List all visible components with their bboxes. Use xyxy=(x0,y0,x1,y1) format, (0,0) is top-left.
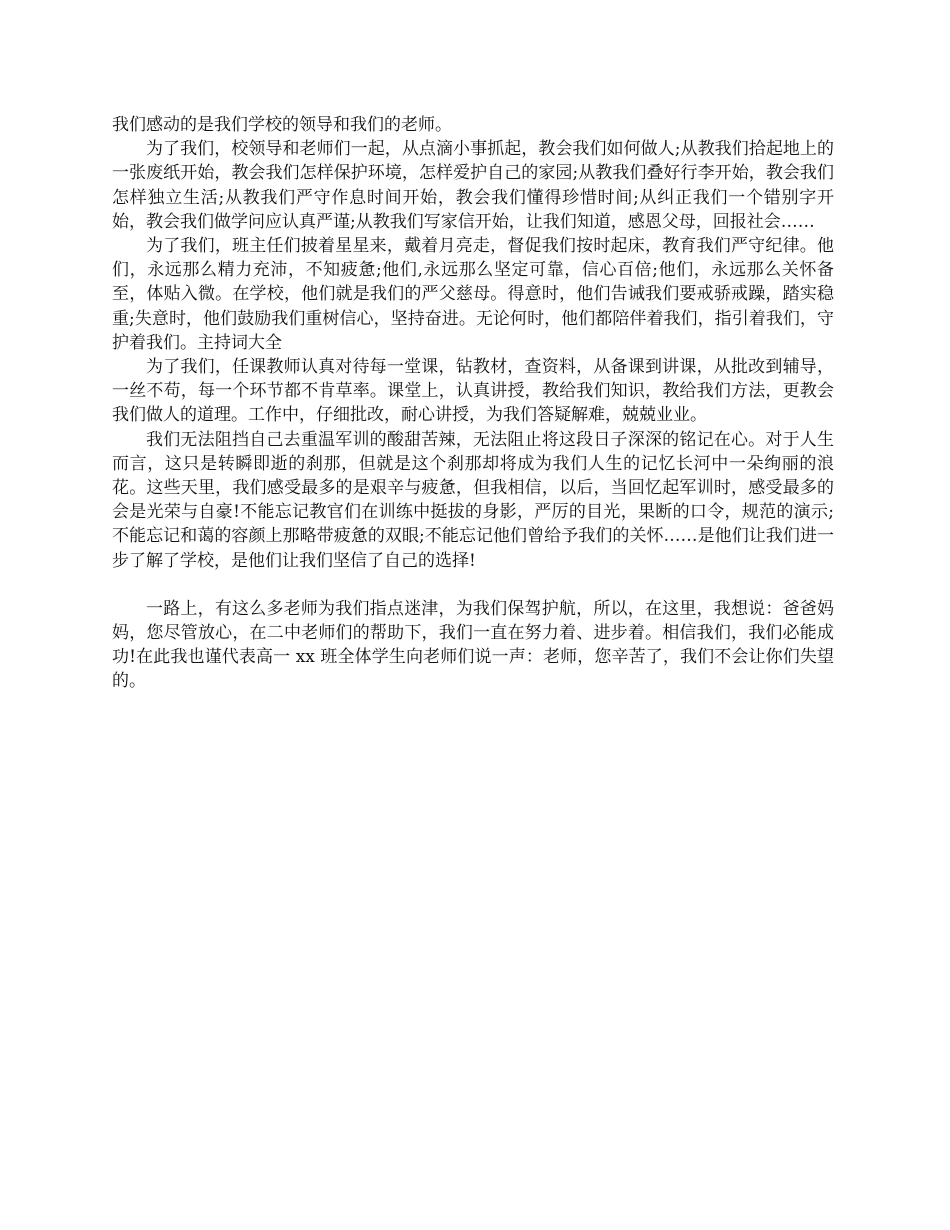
document-body xyxy=(112,113,834,694)
paragraph-subject-teachers: 为了我们，任课教师认真对待每一堂课，钻教材，查资料，从备课到讲课，从批改到辅导，一丝不苟，每一个环节都不肯草率。课堂上，认真讲授，教给我们知识，教给我们方法，更教会我们做人的道理。工作中，仔细批改，耐心讲授，为我们答疑解难，兢兢业业。 xyxy=(112,357,834,426)
paragraph-opening-line: 我们感动的是我们学校的领导和我们的老师。 xyxy=(112,115,452,135)
paragraph-military-training: 我们无法阻挡自己去重温军训的酸甜苦辣，无法阻止将这段日子深深的铭记在心。对于人生而言，这只是转瞬即逝的刹那，但就是这个刹那却将成为我们人生的记忆长河中一朵绚丽的浪花。这些天里，我们感受最多的是艰辛与疲惫，但我相信，以后，当回忆起军训时，感受最多的会是光荣与自豪!不能忘记教官们在训练中挺拔的身影，严厉的目光，果断的口令，规范的演示;不能忘记和蔼的容颜上那略带疲惫的双眼;不能忘记他们曾给予我们的关怀……是他们让我们进一步了解了学校，是他们让我们坚信了自己的选择! xyxy=(112,429,834,571)
paragraph-head-teachers: 为了我们，班主任们披着星星来，戴着月亮走，督促我们按时起床，教育我们严守纪律。他们，永远那么精力充沛，不知疲惫;他们,永远那么坚定可靠，信心百倍;他们，永远那么关怀备至，体贴入微。在学校，他们就是我们的严父慈母。得意时，他们告诫我们要戒骄戒躁，踏实稳重;失意时，他们鼓励我们重树信心，坚持奋进。无论何时，他们都陪伴着我们，指引着我们，守护着我们。主持词大全 xyxy=(112,236,834,353)
paragraph-school-leaders: 为了我们，校领导和老师们一起，从点滴小事抓起，教会我们如何做人;从教我们拾起地上的一张废纸开始，教会我们怎样保护环境，怎样爱护自己的家园;从教我们叠好行李开始，教会我们怎样独立生活;从教我们严守作息时间开始，教会我们懂得珍惜时间;从纠正我们一个错别字开始，教会我们做学问应认真严谨;从教我们写家信开始，让我们知道，感恩父母，回报社会…… xyxy=(112,139,834,232)
paragraph-gap xyxy=(112,573,834,597)
paragraph-closing: 一路上，有这么多老师为我们指点迷津，为我们保驾护航，所以，在这里，我想说：爸爸妈妈，您尽管放心，在二中老师们的帮助下，我们一直在努力着、进步着。相信我们，我们必能成功!在此我也谨代表高一 xx 班全体学生向老师们说一声：老师，您辛苦了，我们不会让你们失望的。 xyxy=(112,598,834,692)
